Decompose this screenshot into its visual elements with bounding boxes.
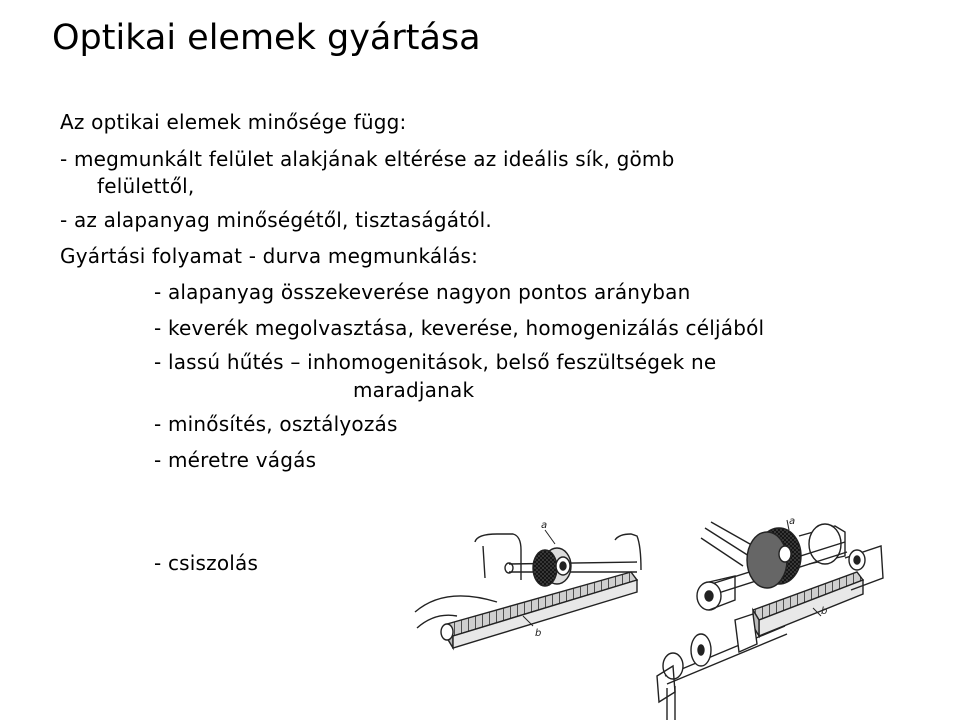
intro-line: Az optikai elemek minősége függ: [60,110,407,134]
process-heading: Gyártási folyamat - durva megmunkálás: [60,244,479,268]
right-label-a: a [789,516,796,527]
grinding-machine-illustration [405,516,885,720]
step-grinding: - csiszolás [154,551,259,575]
left-label-a: a [541,520,548,531]
bullet-surface-deviation-cont: felülettől, [97,174,195,198]
step-cooling-cont: maradjanak [353,378,475,402]
step-melting: - keverék megolvasztása, keverése, homogenizálás céljából [154,316,765,340]
right-label-b: b [821,606,828,617]
left-label-b: b [535,628,542,639]
right-machine [657,520,883,720]
left-machine [415,530,641,648]
step-grading: - minősítés, osztályozás [154,412,398,436]
slide-title: Optikai elemek gyártása [52,18,481,58]
step-cooling: - lassú hűtés – inhomogenitások, belső feszültségek ne [154,350,717,374]
grinding-machine-figure [405,516,885,720]
step-mixing: - alapanyag összekeverése nagyon pontos arányban [154,280,691,304]
bullet-material-quality: - az alapanyag minőségétől, tisztaságától. [60,208,492,232]
step-cutting: - méretre vágás [154,448,317,472]
bullet-surface-deviation: - megmunkált felület alakjának eltérése az ideális sík, gömb [60,147,675,171]
